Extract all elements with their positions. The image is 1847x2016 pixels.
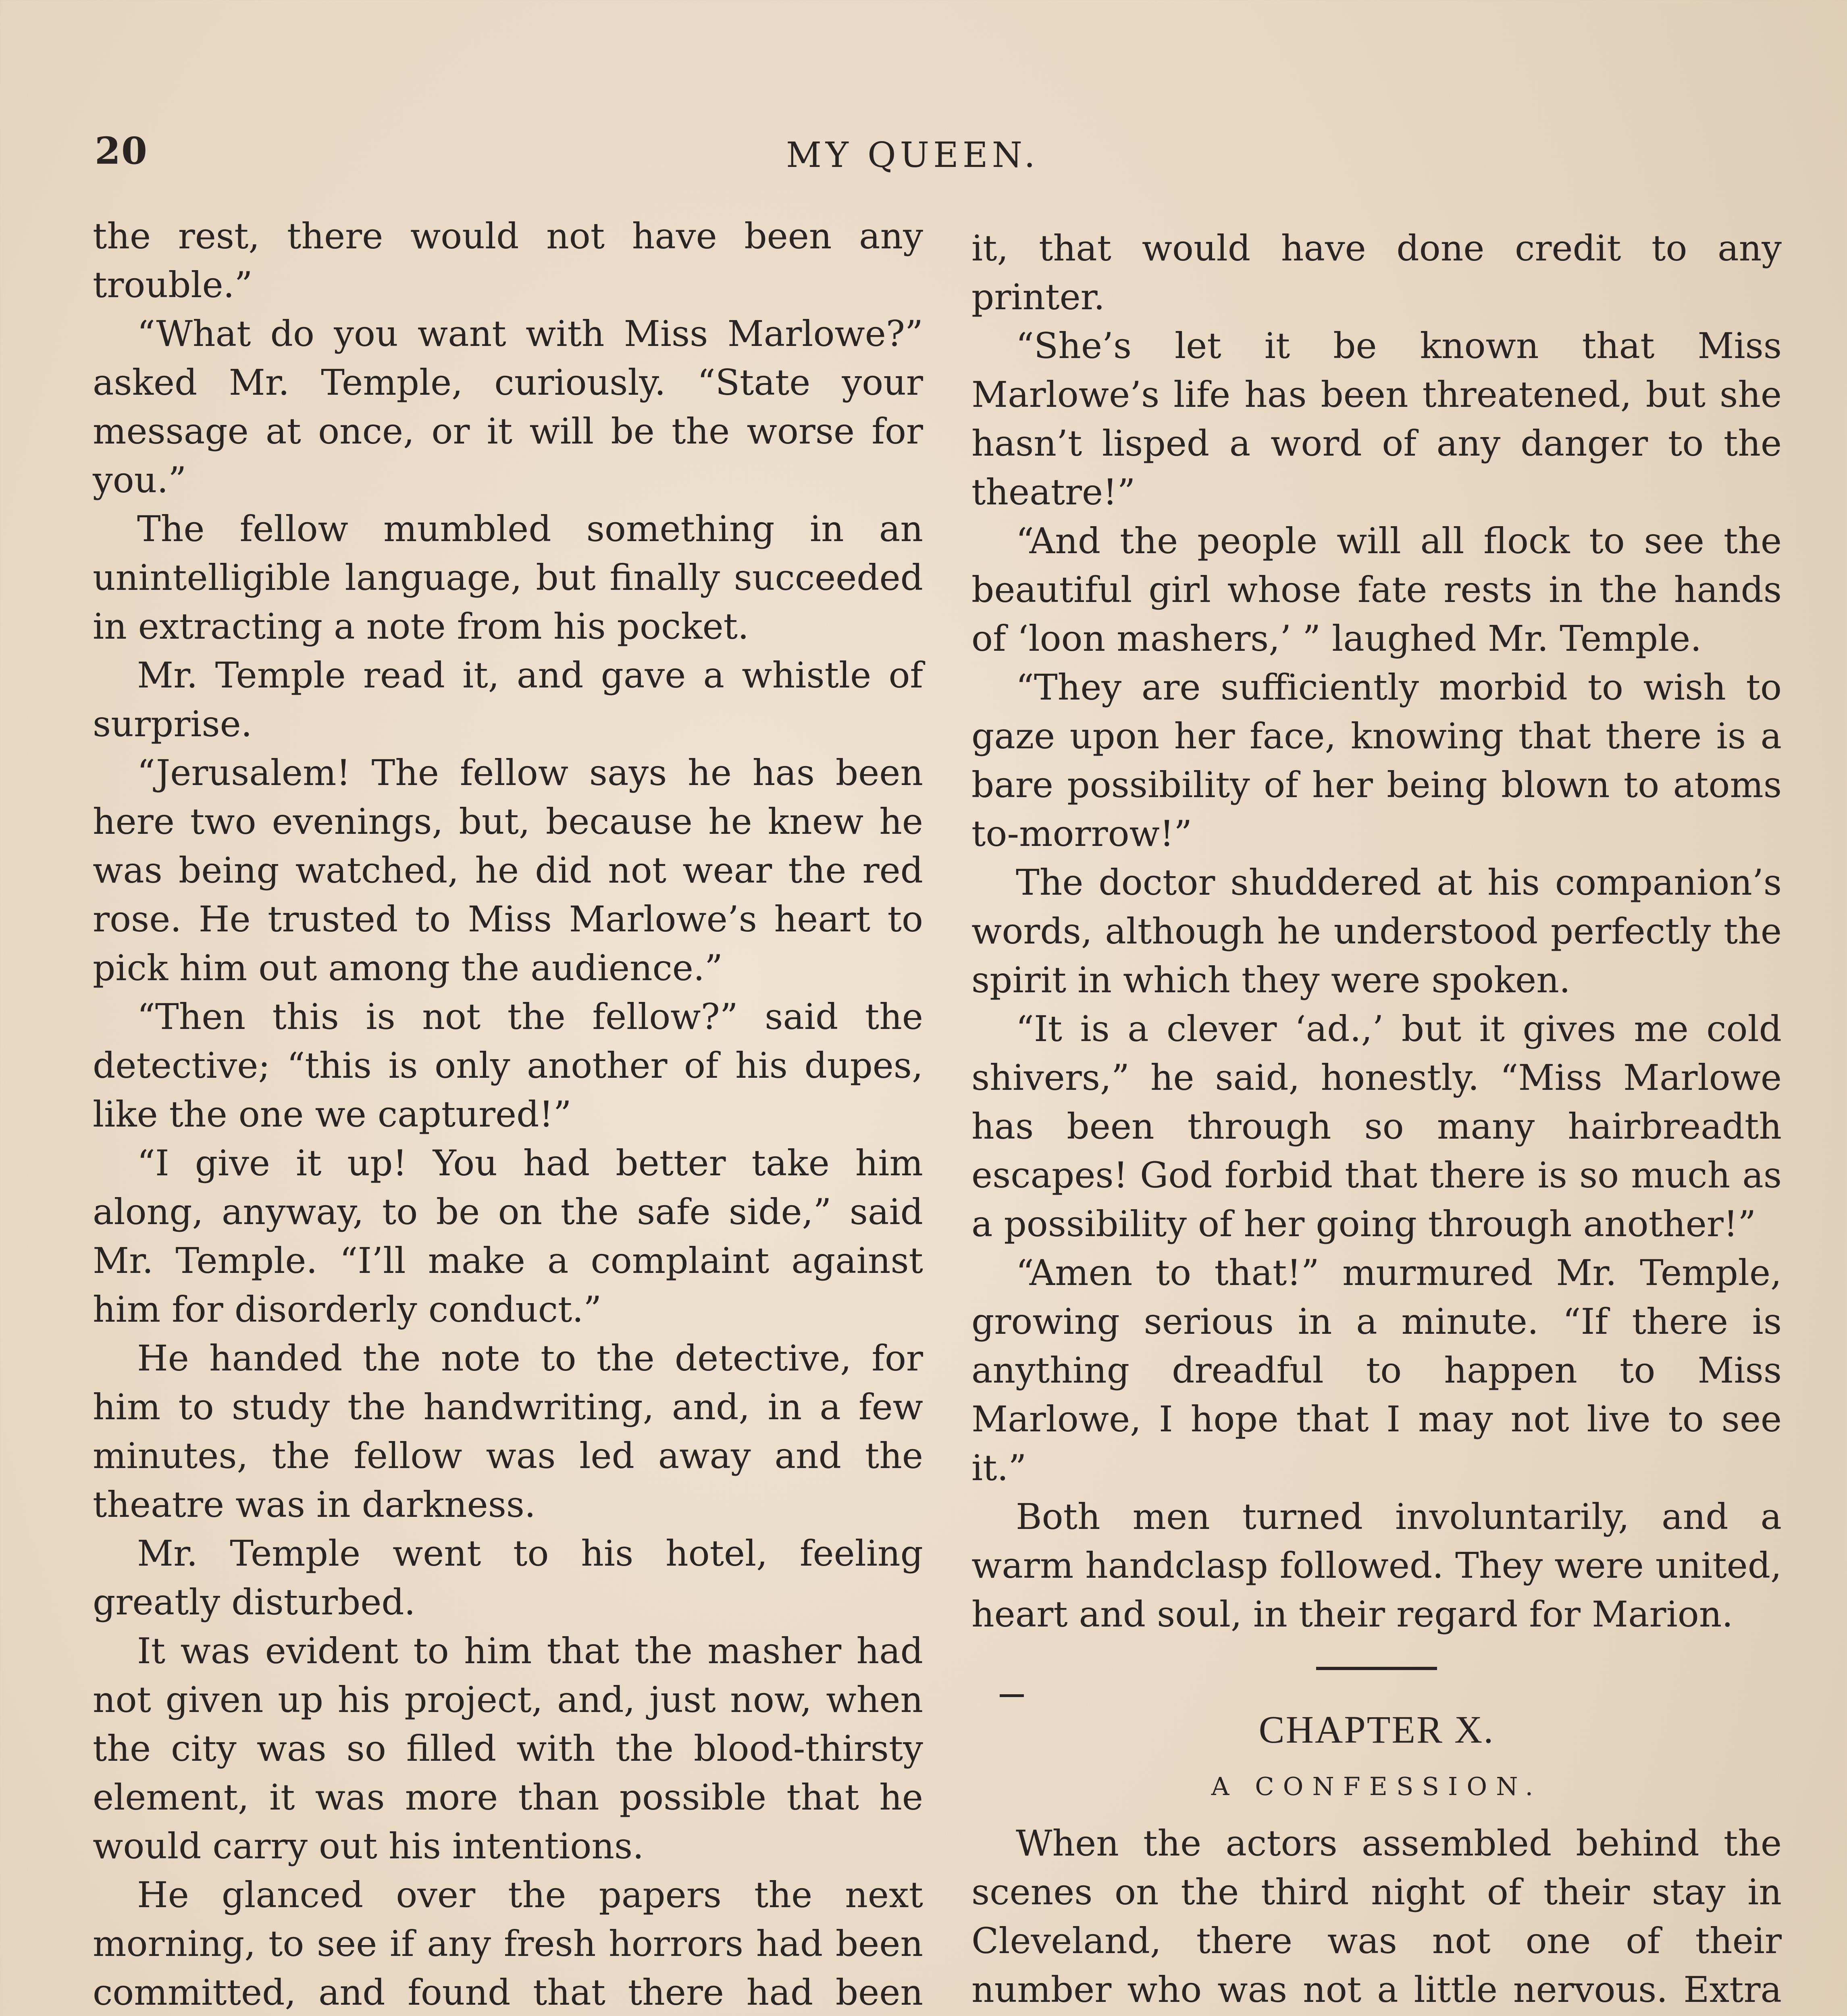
right-column <box>971 224 1782 2016</box>
left-column <box>93 212 923 2016</box>
paragraph: “It is a clever ‘ad.,’ but it gives me cold shivers,” he said, honestly. “Miss Marlowe has been through so many hairbreadth escapes! God forbid that there is so much as a possibility of her going through another!” <box>971 1008 1782 1245</box>
paragraph-text: When the actors assembled behind the scenes on the third night of their stay in Cleveland, there was not one of their number who was not a little nervous. Extra <box>971 1822 1782 2010</box>
paragraph: He handed the note to the detective, for him to study the handwriting, and, in a few minutes, the fellow was led away and the theatre was in darkness. <box>93 1337 923 1525</box>
paragraph: “And the people will all flock to see the beautiful girl whose fate rests in the hands of ‘loon mashers,’ ” laughed Mr. Temple. <box>971 520 1782 659</box>
paragraph: the rest, there would not have been any trouble.” <box>93 215 923 306</box>
paragraph: Both men turned involuntarily, and a warm handclasp followed. They were united, heart and soul, in their regard for Marion. <box>971 1496 1782 1635</box>
paragraph: “Then this is not the fellow?” said the detective; “this is only another of his dupes, like the one we captured!” <box>93 996 923 1135</box>
paragraph: “Amen to that!” murmured Mr. Temple, growing serious in a minute. “If there is anything dreadful to happen to Miss Marlowe, I hope that I may not live to see it.” <box>971 1252 1782 1489</box>
paragraph <box>971 1819 1782 2016</box>
chapter-title: CHAPTER X. <box>1258 1708 1495 1751</box>
paragraph: It was evident to him that the masher had not given up his project, and, just now, when the city was so filled with the blood-thirsty element, it was more than possible that he would carry out his intentions. <box>93 1630 923 1867</box>
chapter-subtitle: A CONFESSION. <box>1211 1772 1542 1801</box>
paragraph: “Jerusalem! The fellow says he has been here two evenings, but, because he knew he was being watched, he did not wear the red rose. He trusted to Miss Marlowe’s heart to pick him out among the audience.” <box>93 752 923 989</box>
paragraph: Mr. Temple read it, and gave a whistle of surprise. <box>93 654 923 745</box>
page-number: 20 <box>95 129 148 173</box>
dash-mark <box>1000 1694 1024 1697</box>
paragraph: “I give it up! You had better take him along, anyway, to be on the safe side,” said Mr. Temple. “I’ll make a complaint against him for disorderly conduct.” <box>93 1142 923 1330</box>
paragraph: it, that would have done credit to any printer. <box>971 227 1782 318</box>
paragraph: “What do you want with Miss Marlowe?” asked Mr. Temple, curiously. “State your message at once, or it will be the worse for you.” <box>93 313 923 501</box>
paragraph: The doctor shuddered at his companion’s words, although he understood perfectly the spirit in which they were spoken. <box>971 862 1782 1001</box>
paragraph: Mr. Temple went to his hotel, feeling greatly disturbed. <box>93 1533 923 1623</box>
paragraph: “They are sufficiently morbid to wish to gaze upon her face, knowing that there is a bare possibility of her being blown to atoms to-morrow!” <box>971 666 1782 854</box>
paragraph: He glanced over the papers the next morning, to see if any fresh horrors had been committed, and found that there had been <box>93 1874 923 2013</box>
paragraph: “She’s let it be known that Miss Marlowe’s life has been threatened, but she hasn’t lisped a word of any danger to the theatre!” <box>971 325 1782 513</box>
running-head: MY QUEEN. <box>786 135 1039 175</box>
section-divider <box>1316 1667 1437 1670</box>
paragraph: The fellow mumbled something in an unintelligible language, but finally succeeded in extracting a note from his pocket. <box>93 508 923 647</box>
